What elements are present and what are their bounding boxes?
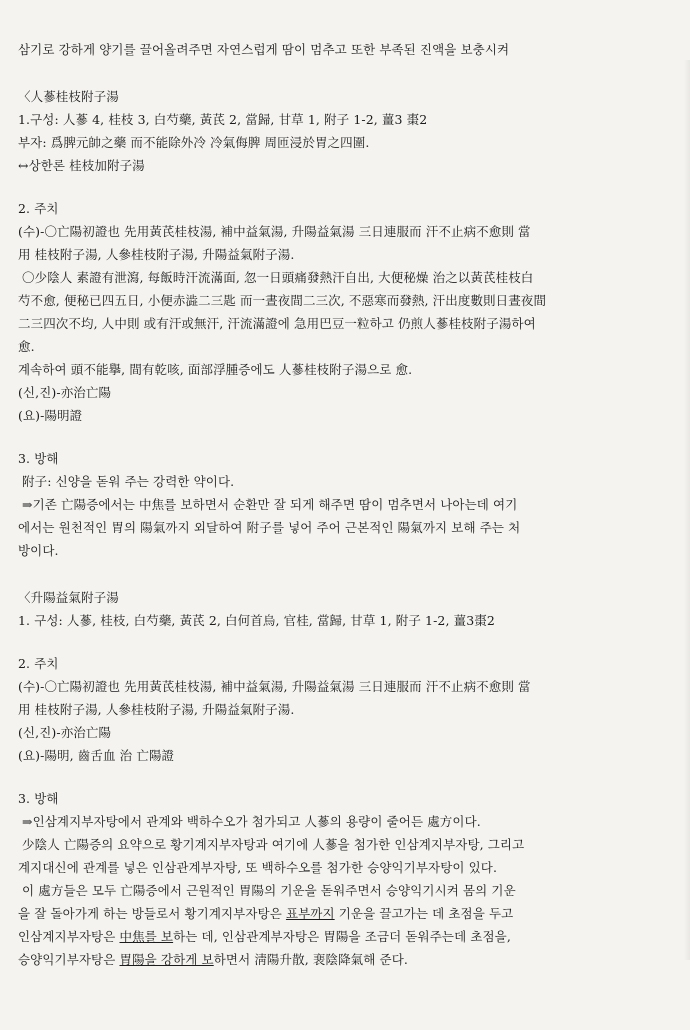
scan-shadow — [684, 60, 690, 960]
underlined-text: 中焦를 보 — [119, 929, 174, 944]
section-heading: 2. 주치 — [18, 201, 59, 216]
text-line: 用 桂枝附子湯, 人參桂枝附子湯, 升陽益氣附子湯. — [18, 702, 295, 717]
text-line: (신,진)-亦治亡陽 — [18, 725, 112, 740]
text-segment: 하는 데, 인삼관계부자탕은 胃陽을 조금더 돋워주는데 초점을, — [173, 929, 511, 944]
section-heading: 3. 방해 — [18, 791, 59, 806]
text-line: (요)-陽明, 齒舌血 治 亡陽證 — [18, 748, 175, 763]
text-line: (요)-陽明證 — [18, 408, 83, 423]
text-line: 愈. — [18, 339, 35, 354]
composition-line: 1.구성: 人蔘 4, 桂枝 3, 白芍藥, 黃芪 2, 當歸, 甘草 1, 附子 1-2, 薑3 棗2 — [18, 112, 428, 127]
note-line: 부자: 爲脾元帥之藥 而不能除外冷 冷氣侮脾 周匝浸於胃之四圍. — [18, 135, 370, 150]
text-segment: 기운을 끌고가는 데 초점을 두고 — [334, 906, 514, 921]
text-line — [18, 925, 678, 948]
text-line: 계지대신에 관계를 넣은 인삼관계부자탕, 또 백하수오를 첨가한 승양익기부자탕이 있다. — [18, 860, 498, 875]
underlined-text: 胃陽을 강하게 보 — [119, 952, 214, 967]
text-segment: 하면서 淸陽升散, 裵陰降氣해 준다. — [213, 952, 408, 967]
composition-line: 1. 구성: 人蔘, 桂枝, 白芍藥, 黃芪 2, 白何首烏, 官桂, 當歸, 甘草 1, 附子 1-2, 薑3棗2 — [18, 613, 495, 628]
text-line: 少陰人 亡陽증의 요약으로 황기계지부자탕과 여기에 人蔘을 첨가한 인삼계지부자탕, 그리고 — [22, 837, 525, 852]
text-line: (신,진)-亦治亡陽 — [18, 385, 112, 400]
text-line: 芍不愈, 便秘已四五日, 小便赤澁二三匙 而一晝夜間二三次, 不惡寒而發熱, 汗出度數則日晝夜間 — [18, 293, 547, 308]
text-line: ⇒기존 亡陽증에서는 中焦를 보하면서 순환만 잘 되게 해주면 땀이 멈추면서 나아는데 여기 — [22, 497, 518, 512]
text-line: ⇒인삼계지부자탕에서 관계와 백하수오가 첨가되고 人蔘의 용량이 줄어든 處方이다. — [22, 814, 481, 829]
text-line: (수)-〇亡陽初證也 先用黃芪桂枝湯, 補中益氣湯, 升陽益氣湯 三日連服而 汗不止病不愈則 當 — [18, 224, 531, 239]
underlined-text: 표부까지 — [285, 906, 335, 921]
text-segment: 승양익기부자탕은 — [18, 952, 120, 967]
section-heading: 3. 방해 — [18, 451, 59, 466]
section-heading: 2. 주치 — [18, 656, 59, 671]
reference-line: ↔상한론 桂枝加附子湯 — [18, 158, 145, 173]
text-segment: 인삼계지부자탕은 — [18, 929, 120, 944]
text-line: 二三四次不均, 人中則 或有汗或無汗, 汗流滿證에 急用巴豆一粒하고 仍煎人蔘桂枝附子湯하여 — [18, 316, 536, 331]
text-line: 에서는 원천적인 胃의 陽氣까지 외달하여 附子를 넣어 주어 근본적인 陽氣까지 보해 주는 처 — [18, 520, 521, 535]
text-line: 〇少陰人 素證有泄瀉, 每飯時汗流滿面, 忽一日頭痛發熱汗自出, 大便秘燥 治之以黃芪桂枝白 — [22, 270, 534, 285]
text-line — [18, 948, 678, 971]
text-line: 계속하여 頭不能擧, 間有乾咳, 面部浮腫증에도 人蔘桂枝附子湯으로 愈. — [18, 362, 413, 377]
text-line: 附子: 신양을 돋워 주는 강력한 약이다. — [22, 474, 235, 489]
prescription-heading: 〈升陽益氣附子湯 — [18, 590, 119, 605]
prescription-heading: 〈人蔘桂枝附子湯 — [18, 89, 119, 104]
text-segment: 을 잘 돌아가게 하는 방들로서 황기계지부자탕은 — [18, 906, 286, 921]
text-line: 用 桂枝附子湯, 人參桂枝附子湯, 升陽益氣附子湯. — [18, 247, 295, 262]
document-page — [18, 38, 678, 971]
paragraph-line: 삼기로 강하게 양기를 끌어올려주면 자연스럽게 땀이 멈추고 또한 부족된 진액을 보충시켜 — [18, 42, 510, 57]
text-line: 방이다. — [18, 543, 59, 558]
text-line: 이 處方들은 모두 亡陽증에서 근원적인 胃陽의 기운을 돋워주면서 승양익기시켜 몸의 기운 — [22, 883, 516, 898]
text-line — [18, 902, 678, 925]
text-line: (수)-〇亡陽初證也 先用黃芪桂枝湯, 補中益氣湯, 升陽益氣湯 三日連服而 汗不止病不愈則 當 — [18, 679, 531, 694]
